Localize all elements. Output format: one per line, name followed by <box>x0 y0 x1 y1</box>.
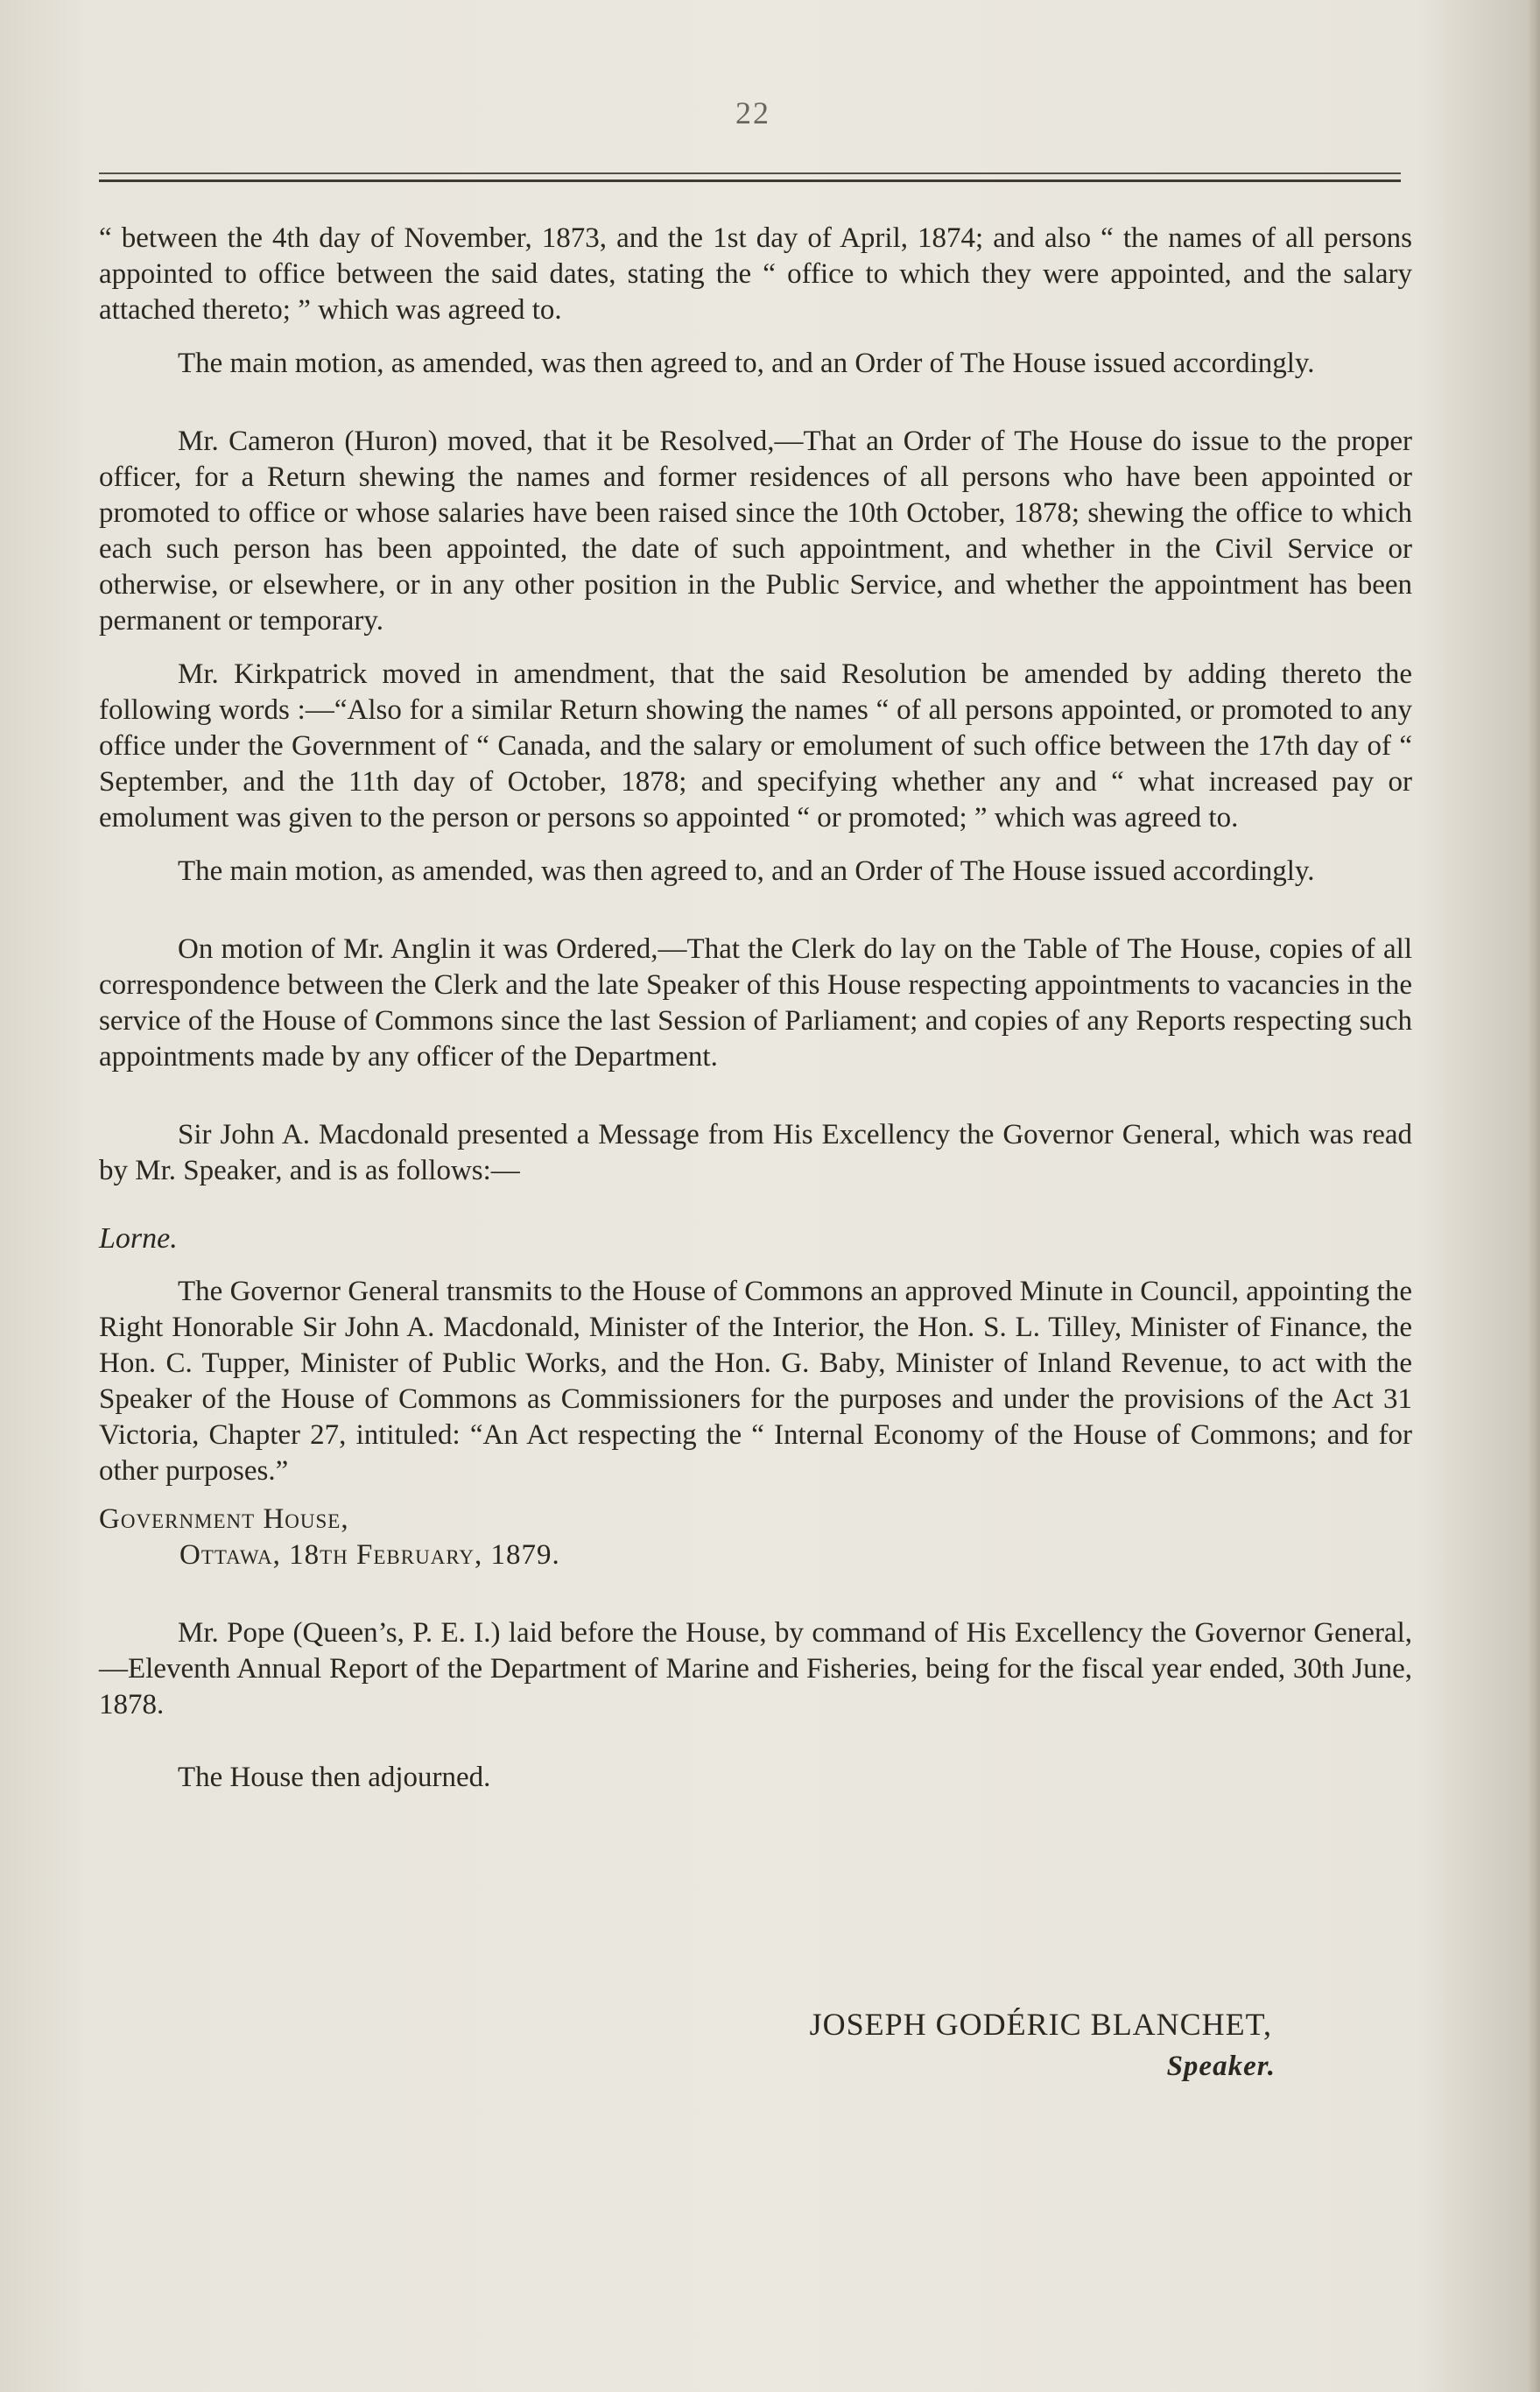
paragraph-cameron-motion: Mr. Cameron (Huron) moved, that it be Resolved,—That an Order of The House do issue to the proper officer, for a Return shewing the names and former residences of all persons who have been appointed or promoted to office or whose salaries have been raised since the 10th October, 1878; shewing the office to which each such person has been appointed, the date of such appointment, and whether in the Civil Service or otherwise, or elsewhere, or in any other position in the Public Service, and whether the appointment has been permanent or temporary. <box>99 426 1412 637</box>
message-signature-lorne: Lorne. <box>99 1222 178 1255</box>
speaker-title: Speaker. <box>1166 2051 1276 2082</box>
body-text <box>99 221 1412 1796</box>
header-rule-bottom <box>99 179 1401 182</box>
address-government-house: Government House, <box>99 1503 349 1535</box>
header-rule-top <box>99 172 1401 174</box>
paragraph-pope-report: Mr. Pope (Queen’s, P. E. I.) laid before the House, by command of His Excellency the Governor General,—Eleventh Annual Report of the Department of Marine and Fisheries, being for the fiscal year ended, 30th June, 1878. <box>99 1617 1412 1720</box>
paragraph-governor-general-minute: The Governor General transmits to the House of Commons an approved Minute in Council, appointing the Right Honorable Sir John A. Macdonald, Minister of the Interior, the Hon. S. L. Tilley, Minister of Finance, the Hon. C. Tupper, Minister of Public Works, and the Hon. G. Baby, Minister of Inland Revenue, to act with the Speaker of the House of Commons as Commissioners for the purposes and under the provisions of the Act 31 Victoria, Chapter 27, intituled: “An Act respecting the “ Internal Economy of the House of Commons; and for other purposes.” <box>99 1276 1412 1487</box>
paragraph-anglin-order: On motion of Mr. Anglin it was Ordered,—That the Clerk do lay on the Table of The House, copies of all correspondence between the Clerk and the late Speaker of this House respecting appointments to vacancies in the service of the House of Commons since the last Session of Parliament; and copies of any Reports respecting such appointments made by any officer of the Department. <box>99 933 1412 1073</box>
paragraph-main-motion-2: The main motion, as amended, was then agreed to, and an Order of The House issued accordingly. <box>178 855 1315 887</box>
paragraph-quote-continuation: “ between the 4th day of November, 1873, and the 1st day of April, 1874; and also “ the names of all persons appointed to office between the said dates, stating the “ office to which they were appointed, and the salary attached thereto; ” which was agreed to. <box>99 222 1412 326</box>
paragraph-kirkpatrick-amendment: Mr. Kirkpatrick moved in amendment, that the said Resolution be amended by adding thereto the following words :—“Also for a similar Return showing the names “ of all persons appointed, or promoted to any office under the Government of “ Canada, and the salary or emolument of such office between the 17th day of “ September, and the 11th day of October, 1878; and specifying whether any and “ what increased pay or emolument was given to the person or persons so appointed “ or promoted; ” which was agreed to. <box>99 658 1412 834</box>
paragraph-macdonald-message: Sir John A. Macdonald presented a Message from His Excellency the Governor General, which was read by Mr. Speaker, and is as follows:— <box>99 1119 1412 1186</box>
address-ottawa-date: Ottawa, 18th February, 1879. <box>179 1539 560 1571</box>
paragraph-main-motion-1: The main motion, as amended, was then agreed to, and an Order of The House issued accordingly. <box>178 348 1315 379</box>
speaker-name: JOSEPH GODÉRIC BLANCHET, <box>809 2007 1272 2042</box>
page-number: 22 <box>735 95 770 130</box>
paragraph-adjournment: The House then adjourned. <box>178 1762 491 1793</box>
speaker-signature-block <box>99 2003 1276 2087</box>
page-edge-shadow <box>1528 0 1540 2392</box>
